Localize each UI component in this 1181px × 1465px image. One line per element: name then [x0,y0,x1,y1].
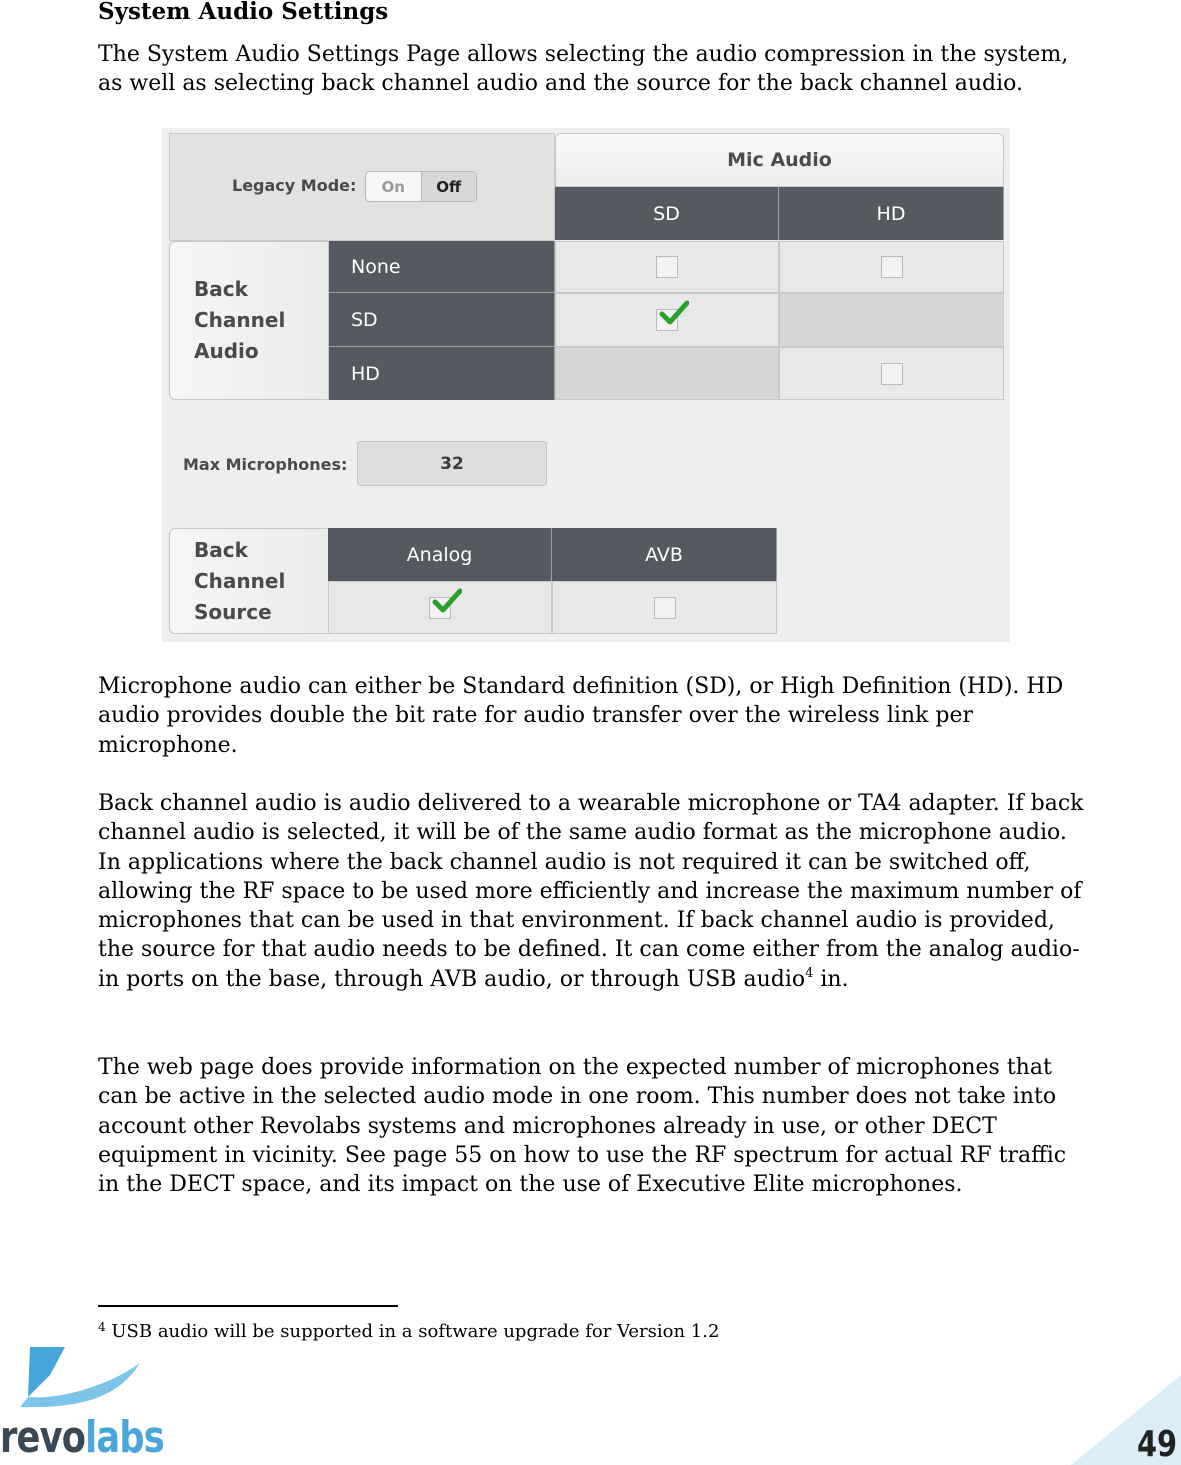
back-channel-audio-label: Back Channel Audio [169,241,329,400]
checkmark-icon [659,300,689,330]
legacy-mode-label: Legacy Mode: [232,176,357,195]
paragraph-web-page-info: The web page does provide information on the expected number of microphones that can be active in the selected audio mode in one room. This number does not take into account other Revolabs systems and microphones already in use, or other DECT equipment in vicinity. See page 55 on how to use the RF spectrum for actual RF traffic in the DECT space, and its impact on the use of Executive Elite microphones. [98,1055,1067,1198]
checkbox-hd-hd[interactable] [881,363,903,385]
section-heading: System Audio Settings [98,0,389,25]
mic-col-hd: HD [779,187,1004,240]
source-col-avb: AVB [552,528,777,581]
mic-col-sd: SD [555,187,779,240]
checkbox-sd-sd[interactable] [656,309,678,331]
footnote-divider [98,1305,398,1307]
checkbox-none-sd[interactable] [656,256,678,278]
legacy-on-option[interactable]: On [381,177,405,196]
revolabs-logo-text: revolabs [0,1412,164,1463]
disabled-cell-sd-hd [779,293,1004,347]
legacy-mode-panel [169,133,555,241]
checkmark-icon [432,588,462,618]
audio-settings-screenshot [162,128,1010,642]
max-microphones-value: 32 [357,441,547,486]
checkbox-none-hd[interactable] [881,256,903,278]
legacy-mode-toggle[interactable] [365,171,477,202]
page-number: 49 [1136,1424,1177,1465]
footnote: $^4$ USB audio will be supported in a software upgrade for Version 1.2 [98,1320,720,1342]
row-sd: SD [329,293,555,347]
checkbox-source-analog[interactable] [429,597,451,619]
max-microphones-label: Max Microphones: [183,455,348,474]
row-none: None [329,241,555,293]
source-col-analog: Analog [328,528,552,581]
legacy-off-option[interactable]: Off [421,172,477,201]
intro-paragraph: The System Audio Settings Page allows selecting the audio compression in the system, as well as selecting back channel audio and the source for the back channel audio. [98,42,1069,97]
row-hd: HD [329,347,555,400]
paragraph-back-channel: Back channel audio is audio delivered to a wearable microphone or TA4 adapter. If back channel audio is selected, it will be of the same audio format as the microphone audio. In applications where the back channel audio is not required it can be switched off, allowing the RF space to be used more efficiently and increase the maximum number of microphones that can be used in that environment. If back channel audio is provided, the source for that audio needs to be defined. It can come either from the analog audio-in ports on the base, through AVB audio, or through USB audio$^4$ in. [98,791,1084,992]
disabled-cell-hd-sd [555,347,779,400]
back-channel-source-label: Back Channel Source [169,528,329,634]
checkbox-source-avb[interactable] [654,597,676,619]
mic-audio-header: Mic Audio [555,133,1004,187]
paragraph-mic-audio: Microphone audio can either be Standard definition (SD), or High Definition (HD). HD audio provides double the bit rate for audio transfer over the wireless link per microphone. [98,674,1064,758]
